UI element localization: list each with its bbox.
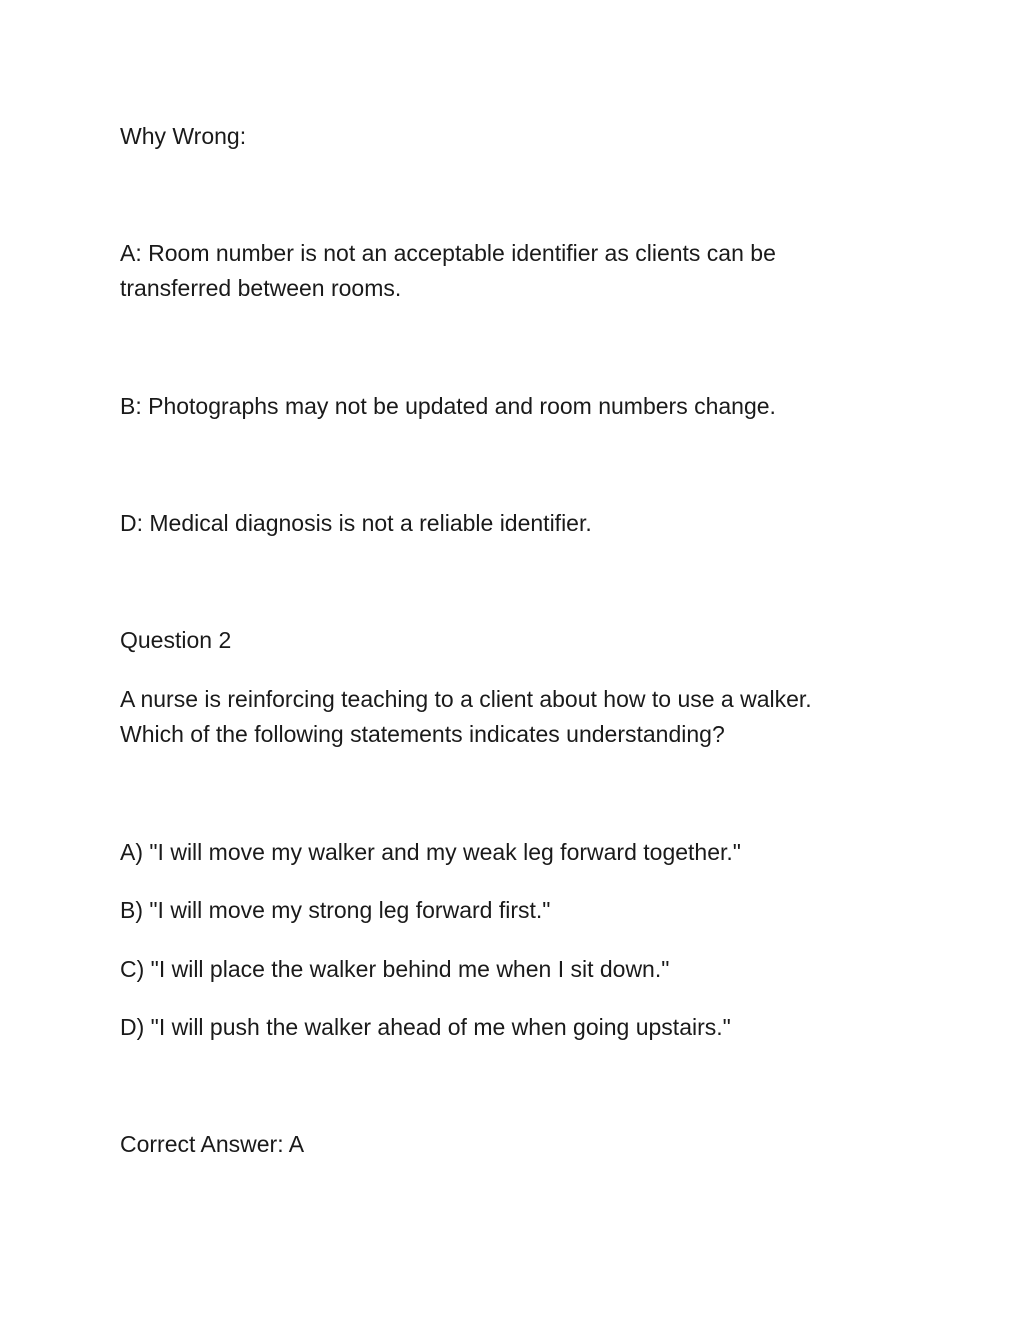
- option-b: B) "I will move my strong leg forward first.": [120, 897, 551, 923]
- why-wrong-heading: Why Wrong:: [120, 123, 247, 149]
- why-wrong-item-a: A: Room number is not an acceptable identifier as clients can be transferred between rooms.: [120, 240, 783, 301]
- question-stem: A nurse is reinforcing teaching to a client about how to use a walker. Which of the following statements indicates understanding?: [120, 686, 819, 747]
- option-c: C) "I will place the walker behind me when I sit down.": [120, 956, 670, 982]
- option-a: A) "I will move my walker and my weak leg forward together.": [120, 839, 741, 865]
- why-wrong-item-d: D: Medical diagnosis is not a reliable identifier.: [120, 510, 592, 536]
- why-wrong-item-b: B: Photographs may not be updated and room numbers change.: [120, 393, 776, 419]
- question-heading: Question 2: [120, 627, 232, 653]
- correct-answer: Correct Answer: A: [120, 1131, 305, 1157]
- option-d: D) "I will push the walker ahead of me when going upstairs.": [120, 1014, 731, 1040]
